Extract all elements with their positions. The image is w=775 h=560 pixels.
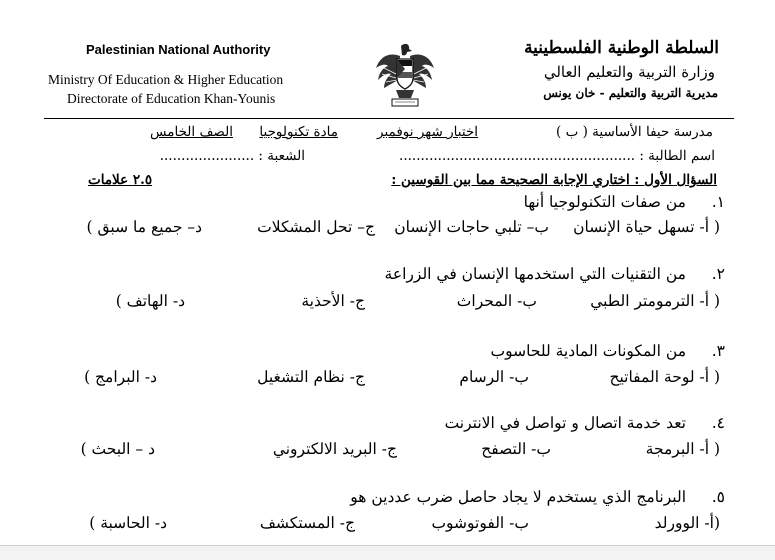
exam-title: اختبار شهر نوفمبر <box>377 124 478 140</box>
q2-stem: من التقنيات التي استخدمها الإنسان في الزراعة <box>384 265 686 283</box>
q4-option-d: د – البحث ) <box>80 440 155 458</box>
q5-option-d: د- الحاسبة ) <box>89 514 167 532</box>
grade: الصف الخامس <box>150 124 233 140</box>
q3-option-d: د- البرامج ) <box>84 368 157 386</box>
section-field: الشعبة : ...................... <box>159 148 305 164</box>
en-authority: Palestinian National Authority <box>86 42 271 57</box>
q4-option-c: ج- البريد الالكتروني <box>272 440 397 458</box>
q3-option-b: ب- الرسام <box>459 368 529 386</box>
q3-option-c: ج- نظام التشغيل <box>257 368 365 386</box>
section1-title: السؤال الأول : اختاري الإجابة الصحيحة مما بين القوسين : <box>391 172 717 188</box>
q4-number: ٤. <box>711 414 725 432</box>
q2-option-c: ج- الأحذية <box>301 292 365 310</box>
q2-option-d: د- الهاتف ) <box>115 292 185 310</box>
section1-marks: ٢.٥ علامات <box>88 172 153 188</box>
q4-stem: تعد خدمة اتصال و تواصل في الانترنت <box>444 414 686 432</box>
page-bottom-edge <box>0 545 775 560</box>
q4-option-a: ( أ- البرمجة <box>645 440 720 458</box>
q1-option-a: ( أ- تسهل حياة الإنسان <box>573 218 720 236</box>
q2-option-b: ب- المحراث <box>456 292 537 310</box>
q5-number: ٥. <box>711 488 725 506</box>
q1-option-c: ج– تحل المشكلات <box>257 218 375 236</box>
en-directorate: Directorate of Education Khan-Younis <box>67 91 276 106</box>
q2-number: ٢. <box>711 265 725 283</box>
ar-directorate: مديرية التربية والتعليم - خان يونس <box>543 86 718 100</box>
eagle-emblem-icon <box>374 42 436 110</box>
q1-option-d: د– جميع ما سبق ) <box>86 218 202 236</box>
q2-option-a: ( أ- الترمومتر الطبي <box>590 292 720 310</box>
subject: مادة تكنولوجيا <box>259 124 338 140</box>
q5-option-b: ب- الفوتوشوب <box>431 514 529 532</box>
q5-option-c: ج- المستكشف <box>259 514 355 532</box>
ar-authority: السلطة الوطنية الفلسطينية <box>524 38 719 58</box>
ar-ministry: وزارة التربية والتعليم العالي <box>543 63 715 81</box>
q4-option-b: ب- التصفح <box>481 440 551 458</box>
student-name-field: اسم الطالبة : ....................................................... <box>399 148 715 164</box>
q5-stem: البرنامج الذي يستخدم لا يجاد حاصل ضرب عددين هو <box>350 488 686 506</box>
q1-option-b: ب– تلبي حاجات الإنسان <box>394 218 549 236</box>
q1-stem: من صفات التكنولوجيا أنها <box>523 193 686 211</box>
q3-option-a: ( أ- لوحة المفاتيح <box>609 368 720 386</box>
header-divider <box>44 118 734 119</box>
q3-number: ٣. <box>711 342 725 360</box>
en-ministry: Ministry Of Education & Higher Education <box>48 72 284 87</box>
q5-option-a: (أ- الوورلد <box>654 514 720 532</box>
school-name: مدرسة حيفا الأساسية ( ب ) <box>556 124 713 140</box>
q3-stem: من المكونات المادية للحاسوب <box>490 342 686 360</box>
q1-number: ١. <box>711 193 725 211</box>
